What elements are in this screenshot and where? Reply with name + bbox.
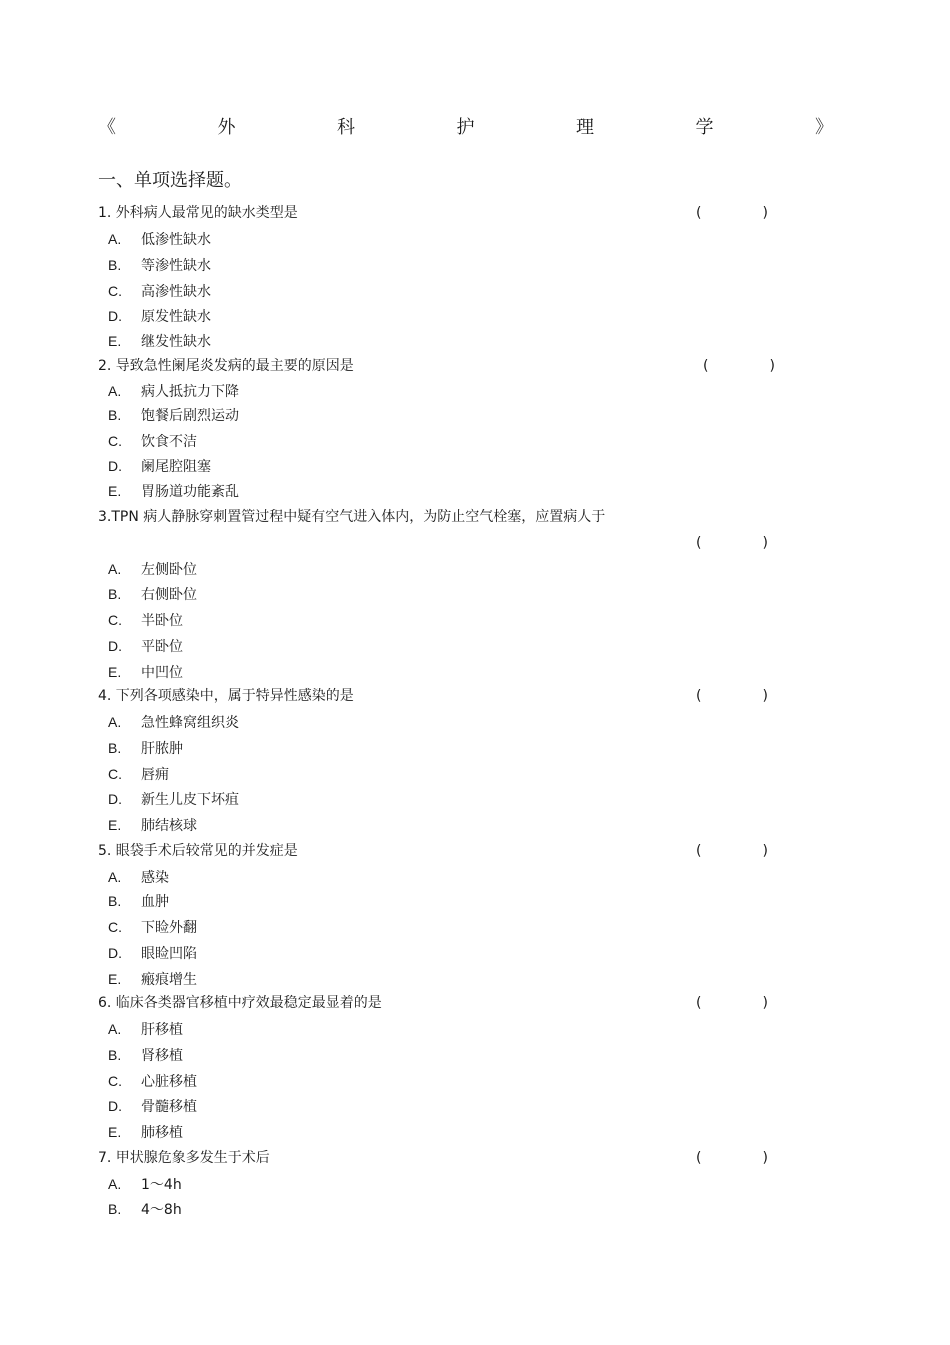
option-item: B. 饱餐后剧烈运动 [108,407,239,424]
option-item: D. 阑尾腔阻塞 [108,458,211,475]
option-item: E. 肺结核球 [108,817,197,834]
option-item: B. 肾移植 [108,1047,183,1064]
answer-blank: ( ) [696,535,768,551]
answer-blank: ( ) [703,358,775,374]
title-char: 护 [456,117,475,138]
option-item: A. 左侧卧位 [108,561,197,578]
title-char: 外 [217,117,236,138]
option-item: A. 急性蜂窝组织炎 [108,714,239,731]
question-5: 5. 眼袋手术后较常见的并发症是 [98,843,298,859]
option-item: B. 等渗性缺水 [108,257,211,274]
answer-blank: ( ) [696,995,768,1011]
option-item: A. 低渗性缺水 [108,231,211,248]
answer-blank: ( ) [696,843,768,859]
option-item: E. 胃肠道功能紊乱 [108,483,239,500]
question-1: 1. 外科病人最常见的缺水类型是 [98,205,298,221]
section-heading: 一、单项选择题。 [98,170,242,191]
option-item: D. 原发性缺水 [108,308,211,325]
question-4: 4. 下列各项感染中，属于特异性感染的是 [98,688,354,704]
option-item: C. 饮食不洁 [108,433,197,450]
question-2: 2. 导致急性阑尾炎发病的最主要的原因是 [98,358,354,374]
option-item: E. 瘢痕增生 [108,971,197,988]
answer-blank: ( ) [696,688,768,704]
answer-blank: ( ) [696,205,768,221]
question-7: 7. 甲状腺危象多发生于术后 [98,1150,270,1166]
option-item: C. 心脏移植 [108,1073,197,1090]
option-item: D. 平卧位 [108,638,183,655]
title-char: 理 [576,117,594,138]
option-item: C. 高渗性缺水 [108,283,211,300]
option-item: B. 肝脓肿 [108,740,183,757]
option-item: E. 中凹位 [108,664,183,681]
option-item: A. 病人抵抗力下降 [108,383,239,400]
option-item: A. 感染 [108,869,169,886]
option-item: C. 下睑外翻 [108,919,197,936]
option-item: D. 新生儿皮下坏疽 [108,791,239,808]
option-item: B. 血肿 [108,893,169,910]
option-item: C. 唇痈 [108,766,169,783]
option-item: E. 继发性缺水 [108,333,211,350]
option-item: A. 肝移植 [108,1021,183,1038]
option-item: B. 右侧卧位 [108,586,197,603]
document-title [98,114,833,138]
title-char: 》 [815,117,833,138]
option-item: B. 4～8h [108,1201,182,1218]
question-3: 3.TPN 病人静脉穿刺置管过程中疑有空气进入体内，为防止空气栓塞，应置病人于 [98,509,606,525]
title-char: 科 [337,117,355,138]
option-item: E. 肺移植 [108,1124,183,1141]
title-char: 《 [98,117,116,138]
option-item: A. 1～4h [108,1176,182,1193]
option-item: C. 半卧位 [108,612,183,629]
question-6: 6. 临床各类器官移植中疗效最稳定最显着的是 [98,995,382,1011]
option-item: D. 眼睑凹陷 [108,945,197,962]
title-char: 学 [695,117,714,138]
answer-blank: ( ) [696,1150,768,1166]
option-item: D. 骨髓移植 [108,1098,197,1115]
